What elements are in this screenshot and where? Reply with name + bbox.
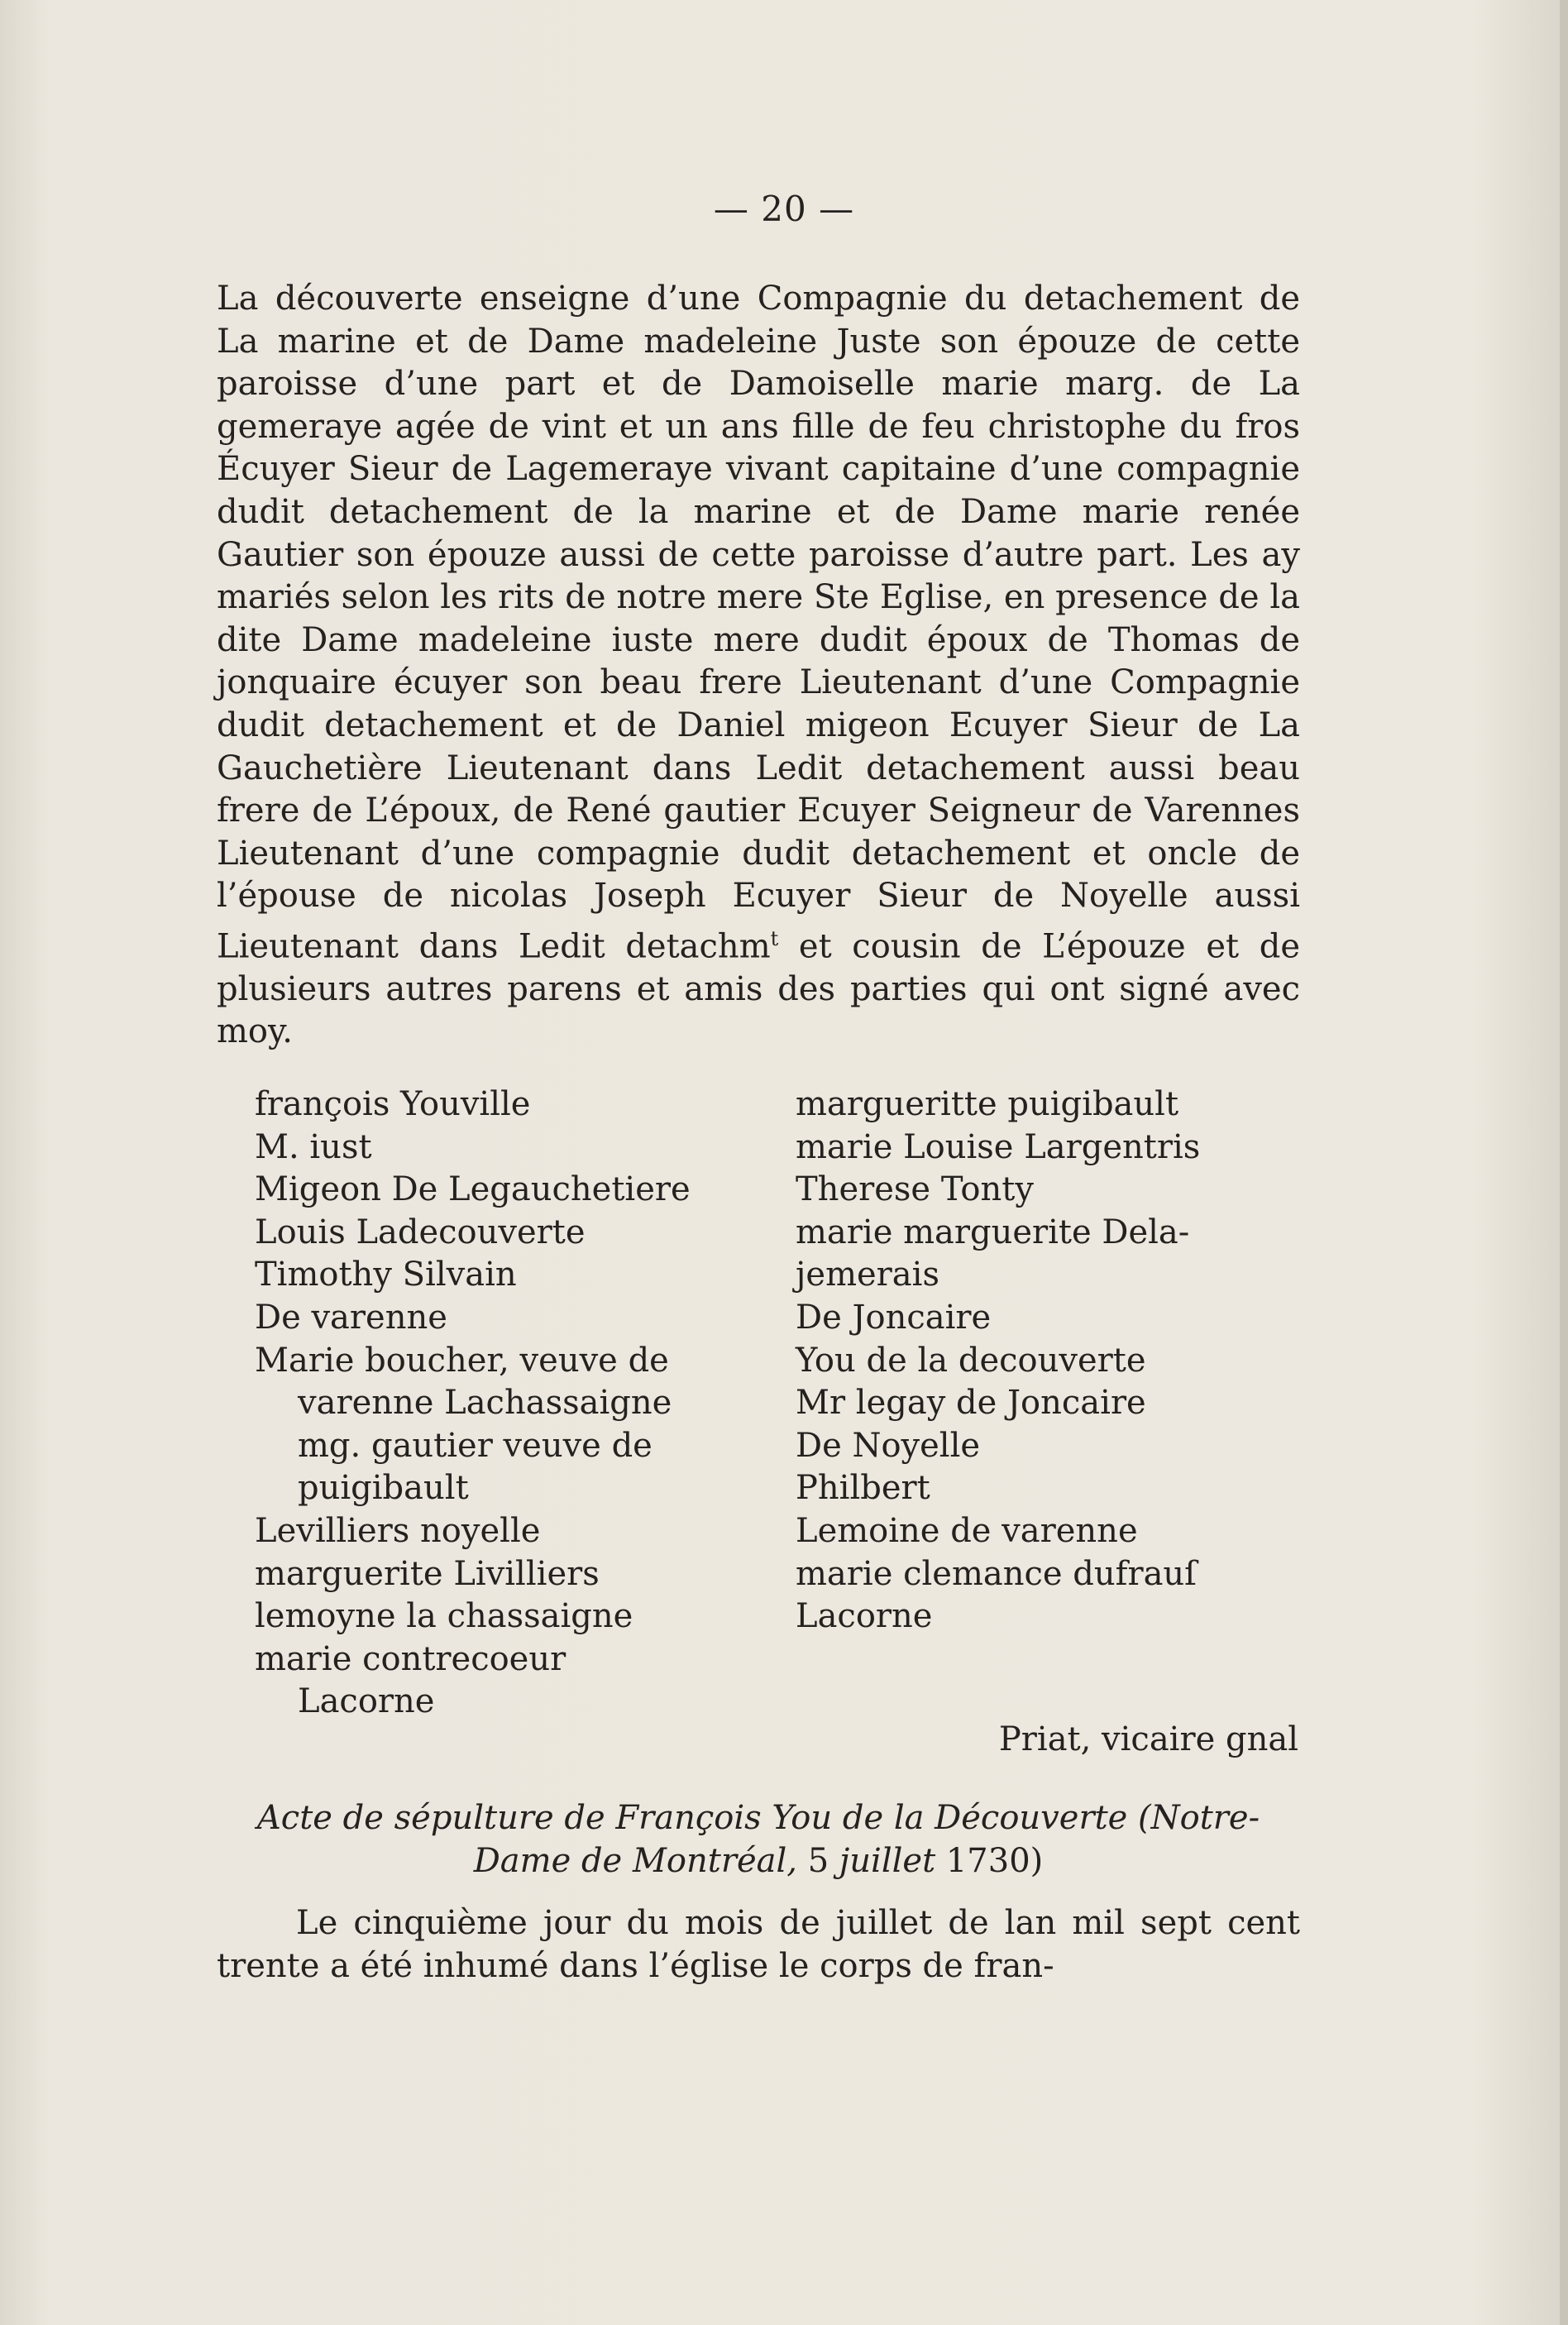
signature: Lemoine de varenne [796,1511,1138,1550]
signature: margueritte puigibault [796,1085,1179,1123]
caption-line-2: Dame de Montréal, [473,1842,808,1880]
signature-continuation: Lacorne [298,1682,435,1721]
caption-day: 5 [807,1842,829,1880]
caption-year: 1730 [945,1842,1030,1880]
signature: marguerite Livilliers [255,1554,600,1593]
signature: Louis Ladecouverte [255,1213,586,1251]
section-caption [217,1796,1300,1882]
signature: Marie boucher, veuve de [255,1341,669,1380]
signature: Migeon De Legauchetiere [255,1170,691,1209]
signature-continuation: varenne Lachassaigne [298,1384,672,1423]
closing-signature: Priat, vicaire gnal [998,1720,1298,1758]
signature: marie marguerite Dela- [796,1213,1190,1251]
signature-continuation: jemerais [796,1256,939,1294]
signature: Therese Tonty [796,1170,1034,1209]
paragraph-text-end: et cousin de L’épouze et de plusieurs autres parens et amis des parties qui ont signé avec moy. [217,927,1300,1051]
signatures-right-column [796,1084,1308,1639]
caption-month: juillet [829,1842,946,1880]
signature: marie Louise Largentris [796,1127,1201,1166]
signature: De varenne [255,1298,447,1337]
signature-continuation: mg. gautier veuve de [298,1426,653,1465]
signature-continuation: puigibault [298,1469,469,1508]
burial-record-paragraph: Le cinquième jour du mois de juillet de lan mil sept cent trente a été inhumé dans l’église le corps de fran- [217,1904,1300,1985]
page-number: — 20 — [713,189,855,229]
signature: Lacorne [796,1597,933,1636]
signature: Levilliers noyelle [255,1511,541,1550]
signatures-left-column [255,1084,784,1724]
signature: You de la decouverte [796,1341,1146,1380]
page-edge-shadow [1560,0,1568,2325]
signature: Philbert [796,1469,930,1508]
signature: Timothy Silvain [255,1256,517,1294]
signature: M. iust [255,1127,372,1166]
signature: De Noyelle [796,1426,981,1465]
signature: De Joncaire [796,1298,992,1337]
caption-close-paren: ) [1030,1842,1044,1880]
caption-line-1: Acte de sépulture de François You de la Découverte (Notre- [256,1799,1260,1837]
signature: lemoyne la chassaigne [255,1597,633,1636]
signature: marie contrecoeur [255,1639,566,1678]
superscript-abbreviation: t [770,926,779,950]
signature: Mr legay de Joncaire [796,1384,1146,1423]
paragraph-text: La découverte enseigne d’une Compagnie du detachement de La marine et de Dame madeleine Juste son épouze de cette paroisse d’une part et de Damoiselle marie marg. de La gemeraye agée de vint et un ans fille de feu christophe du fros Écuyer Sieur de Lagemeraye vivant capitaine d’une compagnie dudit detachement de la marine et de Dame marie renée Gautier son épouze aussi de cette paroisse d’autre part. Les ay mariés selon les rits de notre mere Ste Eglise, en presence de la dite Dame madeleine iuste mere dudit époux de Thomas de jonquaire écuyer son beau frere Lieutenant d’une Compagnie dudit detachement et de Daniel migeon Ecuyer Sieur de La Gauchetière Lieutenant dans Ledit detachement aussi beau frere de L’époux, de René gautier Ecuyer Seigneur de Varennes Lieutenant d’une compagnie dudit detachement et oncle de l’épouse de nicolas Joseph Ecuyer Sieur de Noyelle aussi Lieutenant dans Ledit detachm [217,280,1300,966]
marriage-record-paragraph [217,278,1300,1054]
signature: marie clemance dufrauſ [796,1554,1197,1593]
signature: françois Youville [255,1085,531,1123]
